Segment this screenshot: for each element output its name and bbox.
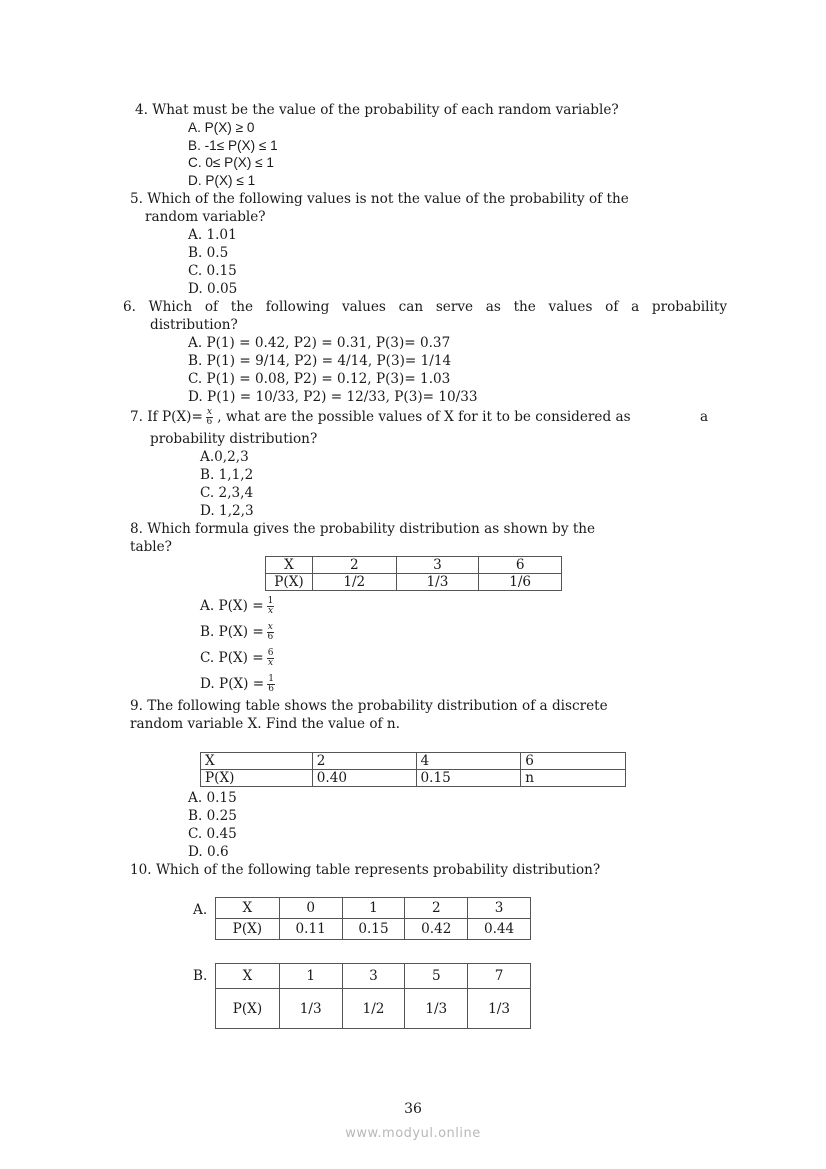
option-label: A. P(X) = bbox=[200, 598, 264, 614]
q4-option-c: C. 0≤ P(X) ≤ 1 bbox=[188, 155, 274, 170]
q8-option-c bbox=[200, 649, 274, 667]
q7-option-d: D. 1,2,3 bbox=[200, 503, 254, 519]
q9-option-b: B. 0.25 bbox=[188, 808, 237, 824]
q7-stem bbox=[130, 408, 631, 426]
table-row bbox=[216, 898, 531, 919]
table-cell: 1 bbox=[279, 964, 342, 989]
table-row bbox=[201, 770, 626, 787]
table-cell: 4 bbox=[416, 753, 521, 770]
table-cell: P(X) bbox=[266, 574, 313, 591]
frac-den: x bbox=[267, 606, 274, 616]
table-cell: 3 bbox=[342, 964, 405, 989]
q10-table-b bbox=[215, 963, 531, 1029]
table-cell: 7 bbox=[468, 964, 531, 989]
q6-stem: 6. Which of the following values can serve as the values of a probability bbox=[123, 299, 727, 315]
table-cell: P(X) bbox=[216, 989, 280, 1029]
table-cell: n bbox=[521, 770, 626, 787]
q4-option-d: D. P(X) ≤ 1 bbox=[188, 173, 256, 188]
table-cell: X bbox=[201, 753, 313, 770]
table-cell: 6 bbox=[521, 753, 626, 770]
q7-stem-pre: 7. If P(X)= bbox=[130, 409, 203, 425]
table-cell: 0.44 bbox=[468, 919, 531, 940]
q8-table bbox=[265, 556, 562, 591]
table-cell: 6 bbox=[479, 557, 562, 574]
table-cell: 2 bbox=[405, 898, 468, 919]
q9-option-d: D. 0.6 bbox=[188, 844, 229, 860]
table-cell: 1/2 bbox=[312, 574, 396, 591]
table-cell: 1/3 bbox=[279, 989, 342, 1029]
frac-den: 6 bbox=[268, 684, 274, 694]
q8-stem: 8. Which formula gives the probability distribution as shown by the bbox=[130, 521, 596, 537]
q4-option-b: B. -1≤ P(X) ≤ 1 bbox=[188, 138, 278, 153]
table-cell: 0.15 bbox=[416, 770, 521, 787]
option-label: C. P(X) = bbox=[200, 650, 264, 666]
frac-num: 6 bbox=[267, 648, 274, 658]
frac-den: x bbox=[268, 658, 274, 668]
q7-option-b: B. 1,1,2 bbox=[200, 467, 254, 483]
q9-stem-cont: random variable X. Find the value of n. bbox=[130, 716, 400, 732]
page-number: 36 bbox=[404, 1101, 422, 1117]
table-cell: 0 bbox=[279, 898, 342, 919]
frac-num: x bbox=[267, 622, 273, 632]
q10-table-a bbox=[215, 897, 531, 940]
q9-table bbox=[200, 752, 626, 787]
q5-option-d: D. 0.05 bbox=[188, 281, 238, 297]
q10-table-a-label: A. bbox=[193, 902, 208, 918]
q6-option-b: B. P(1) = 9/14, P2) = 4/14, P(3)= 1/14 bbox=[188, 353, 452, 369]
q5-option-a: A. 1.01 bbox=[188, 227, 237, 243]
q4-stem: 4. What must be the value of the probability of each random variable? bbox=[135, 102, 619, 118]
q7-option-c: C. 2,3,4 bbox=[200, 485, 254, 501]
q7-stem-post: , what are the possible values of X for it to be considered as bbox=[217, 409, 631, 425]
table-cell: 2 bbox=[312, 753, 416, 770]
q7-stem-cont: probability distribution? bbox=[150, 431, 318, 447]
table-cell: 1/3 bbox=[396, 574, 479, 591]
table-row bbox=[201, 753, 626, 770]
q6-stem-cont: distribution? bbox=[150, 317, 238, 333]
q5-stem-cont: random variable? bbox=[145, 209, 266, 225]
table-cell: 3 bbox=[468, 898, 531, 919]
table-cell: 5 bbox=[405, 964, 468, 989]
frac-num: 1 bbox=[268, 674, 274, 684]
table-cell: X bbox=[266, 557, 313, 574]
table-cell: 0.40 bbox=[312, 770, 416, 787]
table-cell: 2 bbox=[312, 557, 396, 574]
option-label: B. P(X) = bbox=[200, 624, 264, 640]
table-cell: 1/3 bbox=[405, 989, 468, 1029]
q5-option-c: C. 0.15 bbox=[188, 263, 237, 279]
q8-stem-cont: table? bbox=[130, 539, 172, 555]
watermark: www.modyul.online bbox=[345, 1126, 481, 1141]
q9-option-a: A. 0.15 bbox=[188, 790, 237, 806]
q7-fraction bbox=[206, 408, 213, 427]
table-cell: 1 bbox=[342, 898, 405, 919]
q6-option-d: D. P(1) = 10/33, P2) = 12/33, P(3)= 10/33 bbox=[188, 389, 478, 405]
table-row bbox=[216, 989, 531, 1029]
q10-stem: 10. Which of the following table represents probability distribution? bbox=[130, 862, 601, 878]
q7-option-a: A.0,2,3 bbox=[200, 449, 249, 465]
table-row bbox=[216, 964, 531, 989]
q8-option-b bbox=[200, 623, 274, 641]
q5-stem: 5. Which of the following values is not the value of the probability of the bbox=[130, 191, 629, 207]
q6-option-c: C. P(1) = 0.08, P2) = 0.12, P(3)= 1.03 bbox=[188, 371, 451, 387]
q7-frac-num: x bbox=[206, 407, 212, 417]
frac-num: 1 bbox=[267, 596, 274, 606]
table-cell: 0.42 bbox=[405, 919, 468, 940]
table-cell: X bbox=[216, 898, 280, 919]
q5-option-b: B. 0.5 bbox=[188, 245, 229, 261]
table-cell: 1/3 bbox=[468, 989, 531, 1029]
q8-option-a bbox=[200, 597, 274, 615]
q9-option-c: C. 0.45 bbox=[188, 826, 237, 842]
option-label: D. P(X) = bbox=[200, 676, 265, 692]
table-row bbox=[216, 919, 531, 940]
table-cell: 0.11 bbox=[279, 919, 342, 940]
frac-den: 6 bbox=[267, 632, 274, 642]
q8-option-d bbox=[200, 675, 275, 693]
q7-stem-a: a bbox=[700, 409, 709, 425]
table-cell: X bbox=[216, 964, 280, 989]
q10-table-b-label: B. bbox=[193, 968, 208, 984]
table-cell: P(X) bbox=[216, 919, 280, 940]
table-cell: 1/6 bbox=[479, 574, 562, 591]
table-row bbox=[266, 557, 562, 574]
q4-option-a: A. P(X) ≥ 0 bbox=[188, 120, 255, 135]
q6-option-a: A. P(1) = 0.42, P2) = 0.31, P(3)= 0.37 bbox=[188, 335, 451, 351]
table-cell: 3 bbox=[396, 557, 479, 574]
table-cell: P(X) bbox=[201, 770, 313, 787]
table-row bbox=[266, 574, 562, 591]
q9-stem: 9. The following table shows the probability distribution of a discrete bbox=[130, 698, 608, 714]
table-cell: 1/2 bbox=[342, 989, 405, 1029]
table-cell: 0.15 bbox=[342, 919, 405, 940]
q7-frac-den: 6 bbox=[206, 417, 213, 427]
